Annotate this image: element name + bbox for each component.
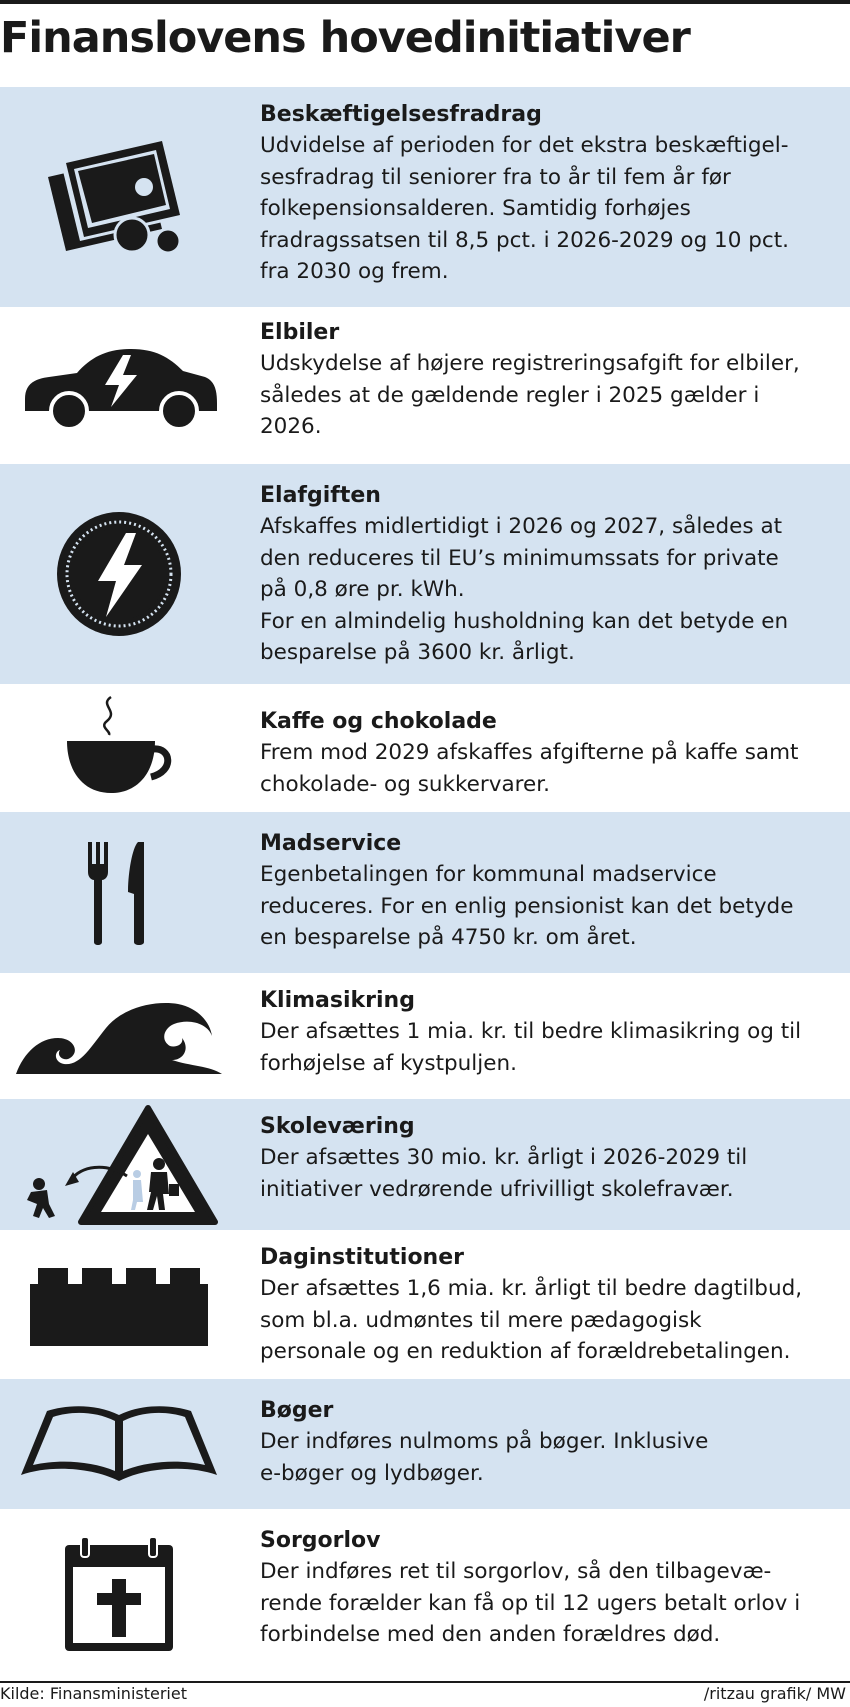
item-text	[260, 1395, 850, 1489]
electric-car-icon	[14, 307, 224, 464]
calendar-cross-icon	[14, 1509, 224, 1681]
item-body: Der indføres ret til sorgorlov, så den tilbagevæ- rende forælder kan få op til 12 ugers betalt orlov i forbindelse med den anden forældres død.	[260, 1559, 801, 1647]
item-body: Egenbetalingen for kommunal madservice reduceres. For en enlig pensionist kan det betyde en besparelse på 4750 kr. om året.	[260, 862, 794, 950]
top-rule	[0, 0, 850, 4]
list-item	[0, 307, 850, 464]
source-credit: Kilde: Finansministeriet	[0, 1684, 187, 1703]
item-text	[260, 985, 850, 1079]
item-body: Frem mod 2029 afskaffes afgifterne på kaffe samt chokolade- og sukkervarer.	[260, 740, 799, 797]
list-item	[0, 464, 850, 684]
item-title: Madservice	[260, 831, 402, 856]
item-body: Der indføres nulmoms på bøger. Inklusive e-bøger og lydbøger.	[260, 1429, 709, 1486]
item-body: Udskydelse af højere registreringsafgift for elbiler, således at de gældende regler i 2025 gælder i 2026.	[260, 351, 800, 439]
item-text	[260, 1242, 850, 1368]
item-body: Der afsættes 1,6 mia. kr. årligt til bedre dagtilbud, som bl.a. udmøntes til mere pædagogisk personale og en reduktion af forældrebetalingen.	[260, 1276, 803, 1364]
list-item	[0, 87, 850, 307]
money-coins-icon	[14, 87, 224, 307]
item-text	[260, 99, 850, 288]
page-title: Finanslovens hovedinitiativer	[0, 13, 690, 63]
list-item	[0, 1379, 850, 1509]
item-title: Bøger	[260, 1398, 334, 1423]
item-text	[260, 1111, 850, 1205]
lightning-badge-icon	[14, 464, 224, 684]
item-body: Udvidelse af perioden for det ekstra beskæftigel- sesfradrag til seniorer fra to år til fem år før folkepensionsalderen. Samtidig forhøjes fradragssatsen til 8,5 pct. i 2026-2029 og 10 pct. fra 2030 og frem.	[260, 133, 789, 284]
item-title: Kaffe og chokolade	[260, 709, 497, 734]
item-text	[260, 1525, 850, 1651]
building-block-icon	[14, 1230, 224, 1379]
list-item	[0, 1509, 850, 1681]
item-text	[260, 480, 850, 669]
item-title: Elbiler	[260, 320, 340, 345]
item-body: Afskaffes midlertidigt i 2026 og 2027, således at den reduceres til EU’s minimumssats for private på 0,8 øre pr. kWh. For en almindelig husholdning kan det betyde en besparelse på 3600 kr. årligt.	[260, 514, 789, 665]
list-item	[0, 812, 850, 973]
list-item	[0, 973, 850, 1099]
fork-knife-icon	[14, 812, 224, 973]
item-body: Der afsættes 1 mia. kr. til bedre klimasikring og til forhøjelse af kystpuljen.	[260, 1019, 802, 1076]
item-title: Beskæftigelsesfradrag	[260, 102, 542, 127]
item-title: Skoleværing	[260, 1114, 415, 1139]
item-text	[260, 706, 850, 800]
coffee-cup-icon	[14, 684, 224, 812]
list-item	[0, 684, 850, 812]
open-book-icon	[14, 1379, 224, 1509]
item-title: Daginstitutioner	[260, 1245, 464, 1270]
list-item	[0, 1099, 850, 1230]
graphic-credit: /ritzau grafik/ MW	[703, 1684, 846, 1703]
item-title: Sorgorlov	[260, 1528, 381, 1553]
list-item	[0, 1230, 850, 1379]
school-sign-icon	[14, 1099, 224, 1230]
item-text	[260, 317, 850, 443]
item-title: Klimasikring	[260, 988, 415, 1013]
item-body: Der afsættes 30 mio. kr. årligt i 2026-2029 til initiativer vedrørende ufrivilligt skolefravær.	[260, 1145, 748, 1202]
wave-icon	[14, 973, 224, 1099]
item-title: Elafgiften	[260, 483, 381, 508]
item-text	[260, 828, 850, 954]
bottom-rule	[0, 1681, 850, 1683]
